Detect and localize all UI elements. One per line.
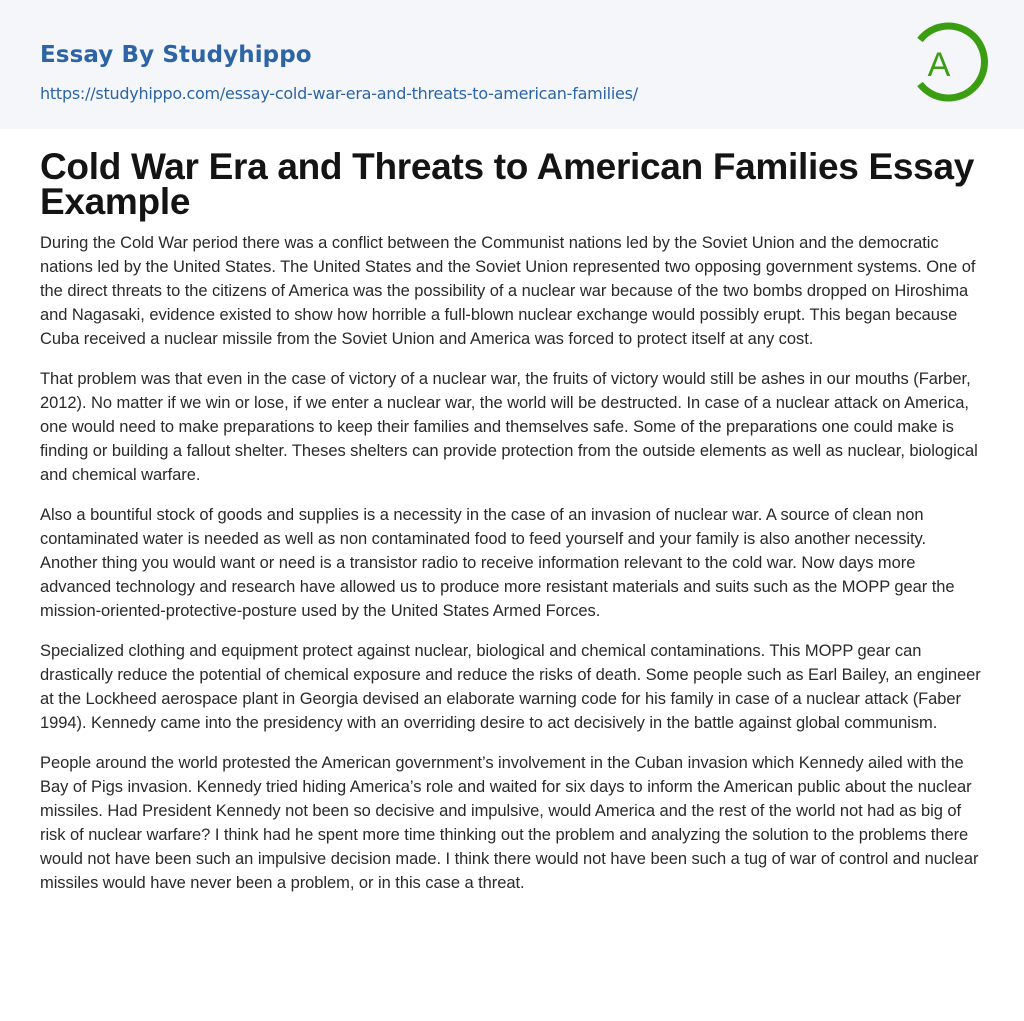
article xyxy=(0,146,1024,895)
site-brand: Essay By Studyhippo xyxy=(40,42,312,68)
essay-url-link[interactable]: https://studyhippo.com/essay-cold-war-era-and-threats-to-american-families/ xyxy=(40,84,638,103)
paragraph: Also a bountiful stock of goods and supplies is a necessity in the case of an invasion of nuclear war. A source of clean non contaminated water is needed as well as non contaminated food to feed yourself and your family is also another necessity. Another thing you would want or need is a transistor radio to receive information relevant to the cold war. Now days more advanced technology and research have allowed us to produce more resistant materials and suits such as the MOPP gear the mission-oriented-protective-posture used by the United States Armed Forces. xyxy=(40,506,955,620)
logo-letter: A xyxy=(927,46,951,84)
paragraph: During the Cold War period there was a conflict between the Communist nations led by the Soviet Union and the democratic nations led by the United States. The United States and the Soviet Union represented two opposing government systems. One of the direct threats to the citizens of America was the possibility of a nuclear war because of the two bombs dropped on Hiroshima and Nagasaki, evidence existed to show how horrible a full-blown nuclear exchange would possibly erupt. This began because Cuba received a nuclear missile from the Soviet Union and America was forced to protect itself at any cost. xyxy=(40,234,976,348)
studyhippo-logo-icon xyxy=(908,18,988,106)
paragraph: People around the world protested the American government’s involvement in the Cuban invasion which Kennedy ailed with the Bay of Pigs invasion. Kennedy tried hiding America’s role and waited for six days to inform the American public about the nuclear missiles. Had President Kennedy not been so decisive and impulsive, would America and the rest of the world not had as big of risk of nuclear warfare? I think had he spent more time thinking out the problem and analyzing the solution to the problems there would not have been such an impulsive decision made. I think there would not have been such a tug of war of control and nuclear missiles would have never been a problem, or in this case a threat. xyxy=(40,754,979,892)
paragraph: Specialized clothing and equipment protect against nuclear, biological and chemical contaminations. This MOPP gear can drastically reduce the potential of chemical exposure and reduce the risks of death. Some people such as Earl Bailey, an engineer at the Lockheed aerospace plant in Georgia devised an elaborate warning code for his family in case of a nuclear attack (Faber 1994). Kennedy came into the presidency with an overriding desire to act decisively in the battle against global communism. xyxy=(40,642,981,732)
site-header xyxy=(0,0,1024,129)
paragraph: That problem was that even in the case of victory of a nuclear war, the fruits of victory would still be ashes in our mouths (Farber, 2012). No matter if we win or lose, if we enter a nuclear war, the world will be destructed. In case of a nuclear attack on America, one would need to make preparations to keep their families and themselves safe. Some of the preparations one could make is finding or building a fallout shelter. Theses shelters can provide protection from the outside elements as well as nuclear, biological and chemical warfare. xyxy=(40,370,978,484)
page-title: Cold War Era and Threats to American Families Essay Example xyxy=(40,146,974,222)
